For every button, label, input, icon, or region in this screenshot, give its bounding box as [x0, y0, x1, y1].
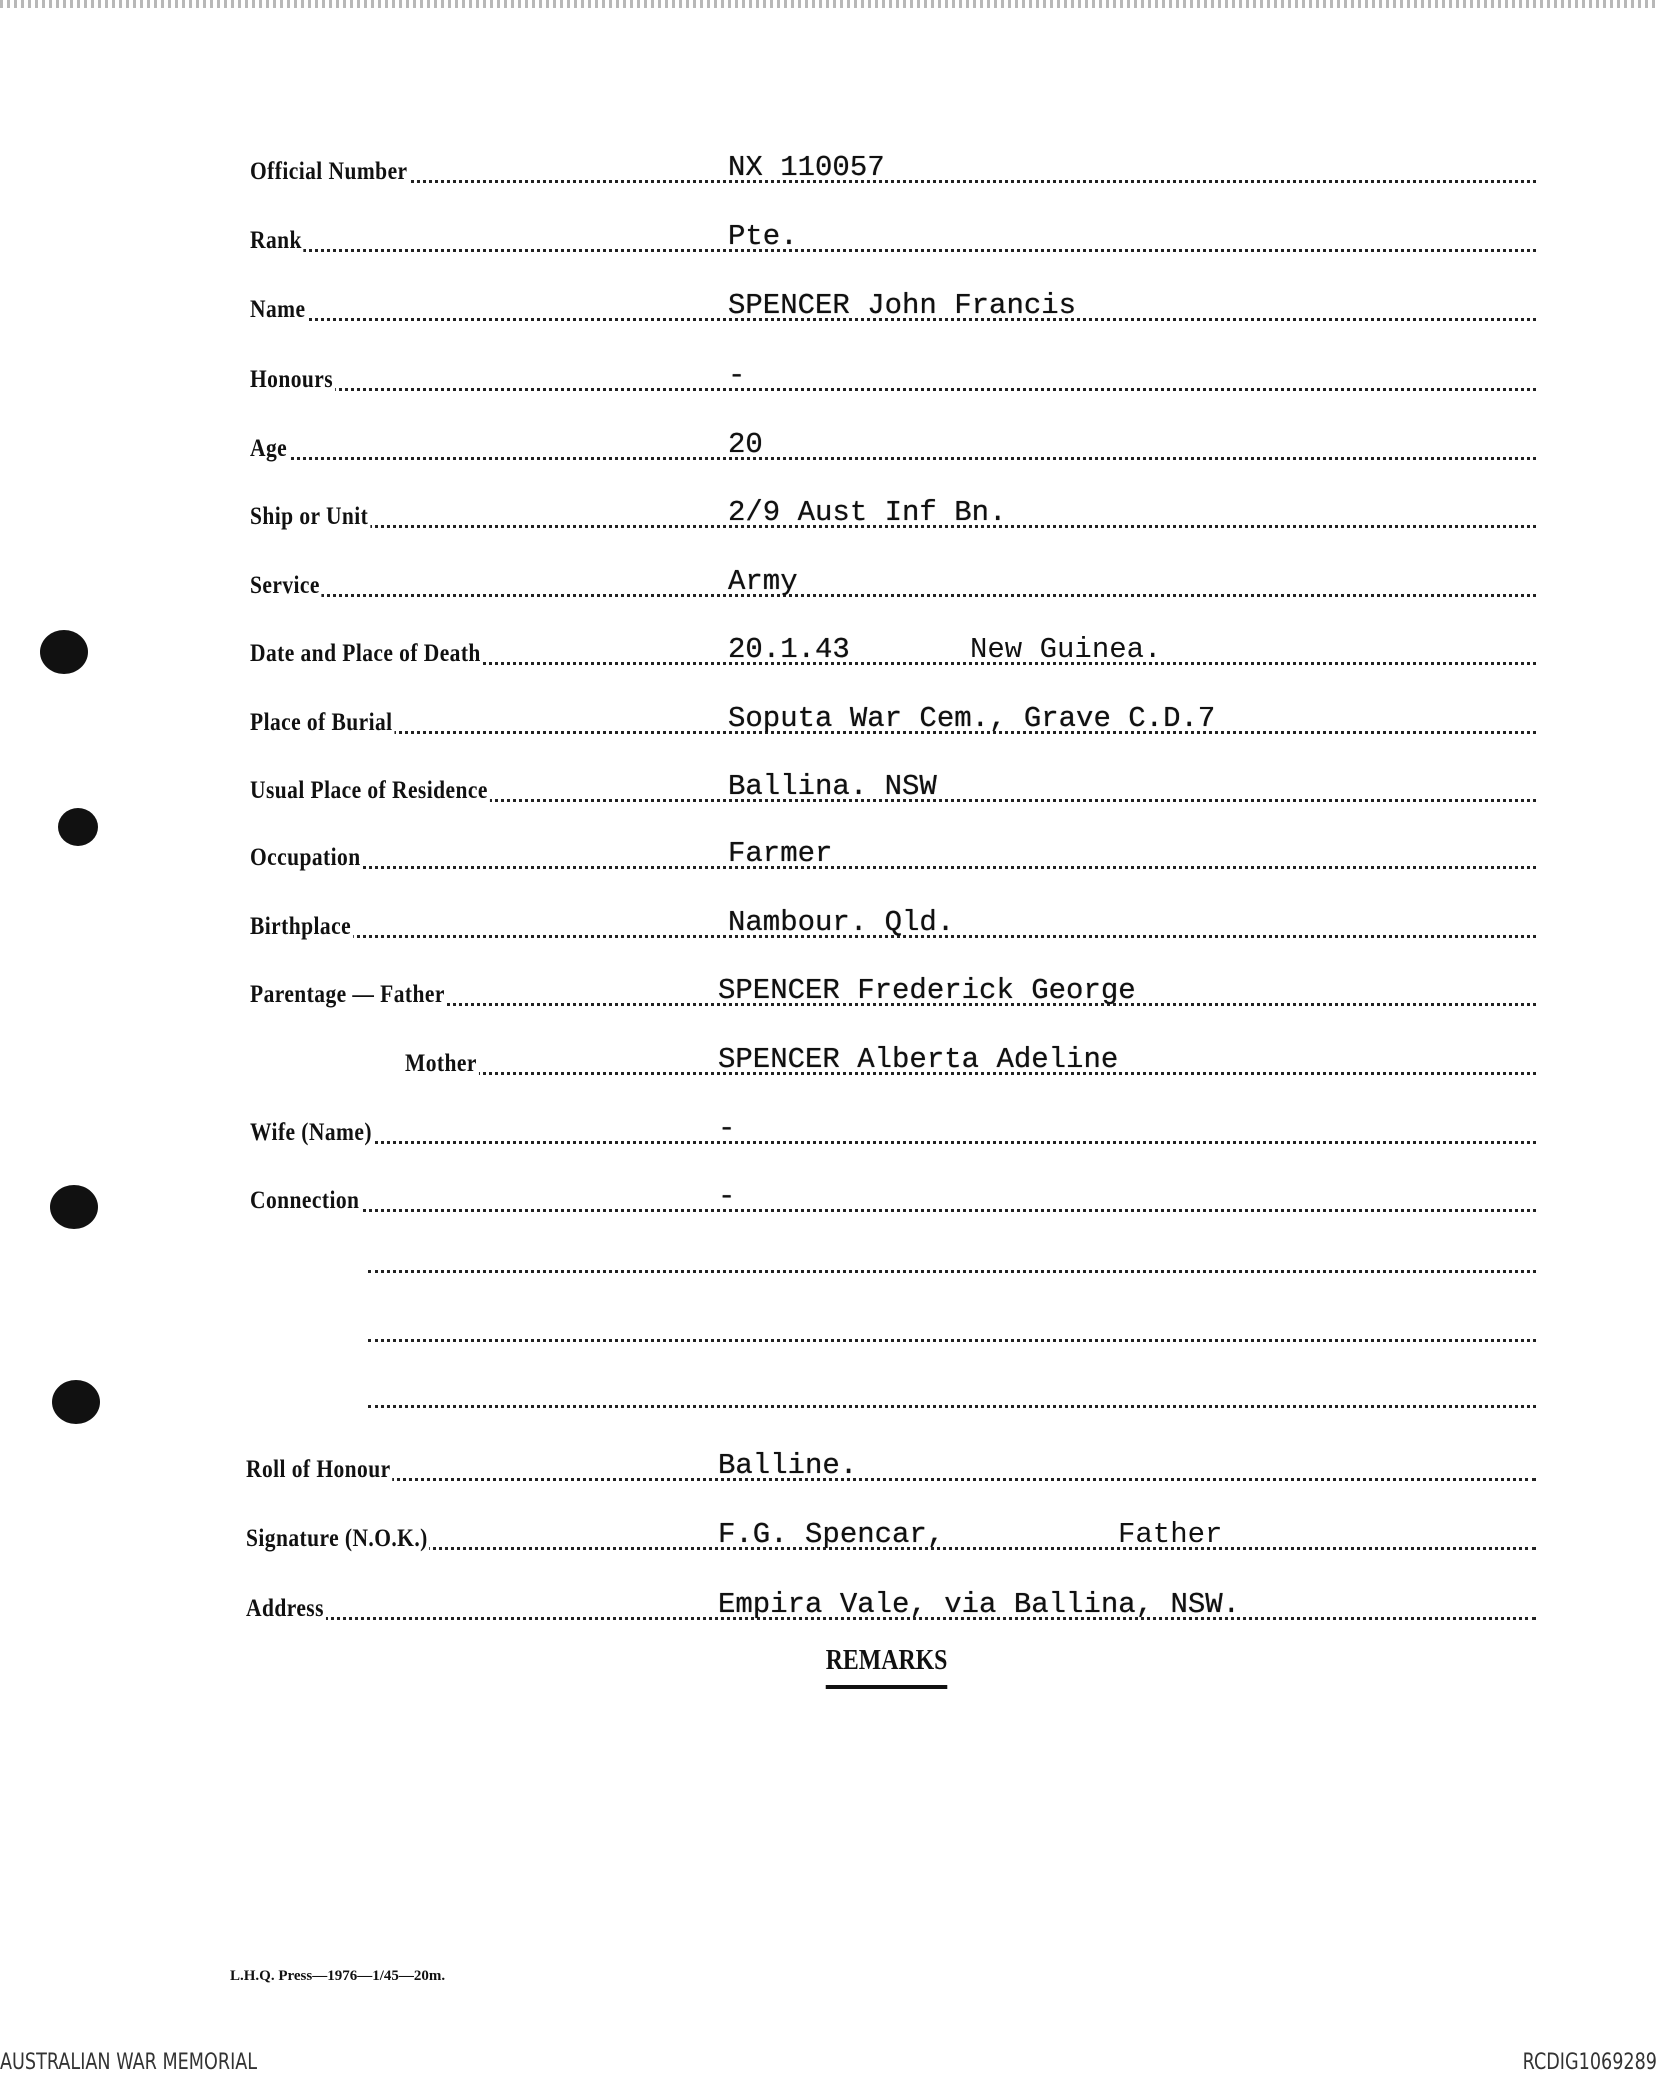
field-value: Ballina. NSW [728, 770, 937, 803]
field-value: Nambour. Qld. [728, 906, 955, 939]
footer-id: RCDIG1069289 [1522, 2050, 1657, 2075]
form-row [250, 1169, 1536, 1212]
field-value-secondary: Father [1118, 1518, 1223, 1551]
remarks-heading: REMARKS [826, 1645, 948, 1689]
field-label: Honours [250, 366, 334, 393]
field-value: - [718, 1180, 736, 1213]
field-value: Soputa War Cem., Grave C.D.7 [728, 702, 1216, 735]
field-label: Official Number [250, 158, 408, 185]
field-value: 20.1.43 [728, 633, 850, 666]
field-label: Address [246, 1595, 324, 1622]
form-row [250, 278, 1536, 321]
form-row [250, 417, 1536, 460]
field-value: SPENCER John Francis [728, 289, 1077, 322]
field-label: Date and Place of Death [250, 640, 481, 667]
form-row [246, 1507, 1536, 1550]
field-label: Name [250, 296, 306, 323]
scan-edge [0, 0, 1657, 8]
form-row [250, 622, 1536, 665]
field-value: Farmer [728, 837, 833, 870]
field-value: - [718, 1112, 736, 1145]
blank-line [368, 1337, 1536, 1342]
form-row [246, 1438, 1536, 1481]
field-value: Empira Vale, via Ballina, NSW. [718, 1588, 1241, 1621]
field-label: Mother [405, 1050, 477, 1077]
field-label: Roll of Honour [246, 1456, 391, 1483]
field-value: Army [728, 565, 798, 598]
field-value: 20 [728, 428, 763, 461]
form-row [250, 209, 1536, 252]
field-value: SPENCER Alberta Adeline [718, 1043, 1119, 1076]
field-label: Occupation [250, 844, 361, 871]
form-row [250, 759, 1536, 802]
punch-hole [40, 630, 88, 674]
field-value-secondary: New Guinea. [970, 633, 1162, 666]
field-label: Service [250, 572, 320, 599]
field-value: Balline. [718, 1449, 858, 1482]
field-label: Place of Burial [250, 709, 393, 736]
form-row [250, 963, 1536, 1006]
field-value: 2/9 Aust Inf Bn. [728, 496, 1007, 529]
form-row [246, 1577, 1536, 1620]
field-value: - [728, 359, 746, 392]
field-label: Ship or Unit [250, 503, 369, 530]
form-row [250, 348, 1536, 391]
form-row [250, 554, 1536, 597]
field-value: Pte. [728, 220, 798, 253]
field-label: Parentage — Father [250, 981, 445, 1008]
field-label: Usual Place of Residence [250, 777, 488, 804]
blank-line [368, 1268, 1536, 1273]
field-label: Connection [250, 1187, 360, 1214]
punch-hole [52, 1380, 100, 1424]
field-value: F.G. Spencar, [718, 1518, 945, 1551]
field-label: Birthplace [250, 913, 352, 940]
field-value: NX 110057 [728, 151, 885, 184]
form-row [250, 826, 1536, 869]
field-label: Signature (N.O.K.) [246, 1525, 428, 1552]
form-row [250, 895, 1536, 938]
form-row [405, 1032, 1536, 1075]
field-label: Wife (Name) [250, 1119, 372, 1146]
blank-line [368, 1403, 1536, 1408]
form-row [250, 691, 1536, 734]
punch-hole [58, 808, 98, 846]
field-label: Age [250, 435, 288, 462]
form-row [250, 485, 1536, 528]
press-note: L.H.Q. Press—1976—1/45—20m. [230, 1968, 446, 1984]
punch-hole [50, 1185, 98, 1229]
field-value: SPENCER Frederick George [718, 974, 1136, 1007]
field-label: Rank [250, 227, 302, 254]
footer-org: AUSTRALIAN WAR MEMORIAL [0, 2050, 258, 2075]
form-row [250, 1101, 1536, 1144]
form-row [250, 140, 1536, 183]
